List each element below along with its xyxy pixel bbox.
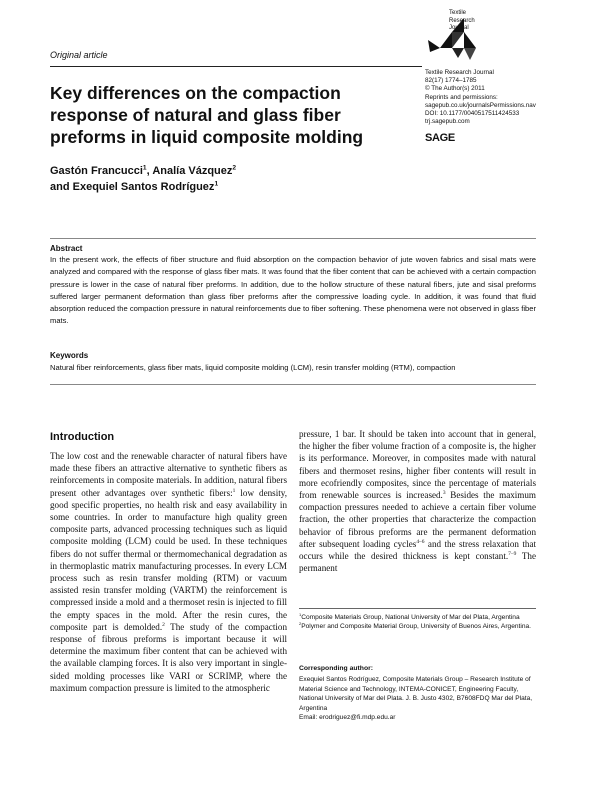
author-name: Analía Vázquez (152, 165, 233, 177)
abstract-rule (50, 238, 536, 239)
author-conjunction: and (50, 181, 73, 193)
body-paragraph (50, 450, 287, 694)
meta-copyright: © The Author(s) 2011 (425, 85, 485, 93)
meta-journal: Textile Research Journal (425, 69, 494, 76)
journal-meta (425, 69, 575, 126)
body-text: The low cost and the renewable character of natural fibers have made these fibers an attractive alternative to synthetic fibers as reinforcements in composite materials. In addition, natural fibers present other advantages over synthetic fibers: (50, 451, 287, 498)
citation[interactable]: 2 (162, 621, 165, 628)
abstract-heading: Abstract (50, 244, 83, 253)
footnote-text: Composite Materials Group, National University of Mar del Plata, Argentina (301, 614, 520, 621)
corresponding-author-heading: Corresponding author: (299, 665, 374, 672)
corresponding-author-details (299, 675, 536, 723)
meta-volume: 82(17) 1774–1785 (425, 77, 477, 85)
author-affiliation: 1 (214, 180, 219, 188)
abstract-text: In the present work, the effects of fiber structure and fluid absorption on the compaction behavior of jute woven fabrics and sisal mats were analyzed and compared with the response of glass fiber mats. It was found that the fiber content that can be achieved with a certain compaction pressure is lower in the case of natural fiber preforms. In addition, due to the hollow structure of these natural fibers, jute and sisal preforms suffered larger permanent deformation than glass fiber preforms after the compressive loading cycle. In addition, it was found that fluid absorption reduced the compaction pressure in natural reinforcements due to fiber softening. These phenomena were not observed in glass fiber mats. (50, 255, 536, 326)
author-affiliation: 2 (232, 164, 237, 172)
footnote-number: 1 (299, 611, 302, 617)
meta-permissions-link[interactable]: sagepub.co.uk/journalsPermissions.nav (425, 101, 536, 109)
author-list: Gastón Francucci$^1$, Analía Vázquez$^2$ and Exequiel Santos Rodríguez$^1$ (50, 164, 237, 193)
keywords-heading: Keywords (50, 351, 89, 360)
meta-site-link[interactable]: trj.sagepub.com (425, 118, 470, 126)
article-title: Key differences on the compaction response of natural and glass fiber preforms in liquid composite molding (50, 83, 364, 147)
introduction-heading: Introduction (50, 431, 115, 443)
citation[interactable]: 3 (442, 489, 446, 496)
corresponding-email[interactable]: Email: erodriguez@fi.mdp.edu.ar (299, 714, 396, 721)
affiliation-footnotes (299, 613, 536, 631)
citation[interactable]: 4–6 (416, 538, 425, 545)
body-text: low density, good specific properties, no health risk and easy availability in some countries. In order to manufacture high quality green composite parts, advanced processing techniques such as liquid composite molding (LCM) could be used. In these techniques fibers do not suffer thermal or thermomechanical degradation as in thermoplastic matrix manufacturing processes. In every LCM process such as resin transfer molding (RTM) or vacuum assisted resin transfer molding (VARTM) the reinforcement is compressed inside a mold and a thermoset resin is injected to fill the empty spaces in the mold. After the resin cures, the composite part is demolded. (50, 487, 287, 632)
journal-logo-text (449, 10, 475, 33)
body-text: The study of the compaction response of fibrous preforms is important because it will determine the maximum fiber content that can be achieved with the available clamping forces. It is also very important in single-sided molding processes like VARI or SCRIMP, where the maximum compaction pressure is limited to the atmospheric (50, 621, 287, 693)
footnote (299, 622, 536, 631)
body-paragraph (299, 428, 536, 574)
corresponding-address: Exequiel Santos Rodríguez, Composite Materials Group – Research Institute of Material Science and Technology, INTEMA-CONICET, Engineering Faculty, National University of Mar del Plata. J. B. Justo 4302, B7608FDQ Mar del Plata, Argentina (299, 676, 533, 712)
body-text: pressure, 1 bar. It should be taken into account that in general, the higher the fiber volume fraction of a composite is, the higher is its performance. Moreover, in composites made with natural fibers and thermoset resins, higher fiber contents will result in more ecofriendly composites, since the percentage of materials from renewable sources is increased. (299, 429, 536, 501)
body-text: The permanent (299, 551, 536, 574)
article-type-label: Original article (50, 50, 108, 60)
logo-line: Textile (449, 10, 467, 16)
meta-reprints: Reprints and permissions: (425, 93, 498, 101)
author-name: Gastón Francucci (50, 165, 143, 177)
logo-line: Journal (449, 25, 469, 31)
keywords-rule (50, 384, 536, 385)
body-text: Besides the maximum compaction pressures needed to achieve a certain fiber volume fraction, the other properties that characterize the compaction behavior of fibrous preforms are the permanent deformation after subsequent loading cycles (299, 490, 536, 549)
footnote-text: Polymer and Composite Material Group, University of Buenos Aires, Argentina. (301, 623, 531, 630)
citation[interactable]: 1 (232, 487, 236, 494)
meta-doi[interactable]: DOI: 10.1177/0040517511424533 (425, 110, 520, 118)
sage-logo-text: SAGE (425, 132, 455, 144)
header-rule (50, 66, 422, 67)
body-column-right (299, 428, 536, 574)
citation[interactable]: 7–9 (508, 551, 517, 557)
body-text: and the stress relaxation that occurs while the desired thickness is kept constant. (299, 538, 537, 562)
author-affiliation: 1 (142, 164, 147, 172)
sage-logo (425, 132, 455, 144)
footnote-rule (299, 608, 536, 609)
footnote-number: 2 (299, 620, 302, 626)
author-name: Exequiel Santos Rodríguez (72, 181, 215, 193)
keywords-text: Natural fiber reinforcements, glass fiber mats, liquid composite molding (LCM), resin transfer molding (RTM), compaction (50, 363, 456, 372)
footnote (299, 613, 536, 622)
body-column-left (50, 450, 287, 694)
logo-line: Research (449, 17, 475, 24)
